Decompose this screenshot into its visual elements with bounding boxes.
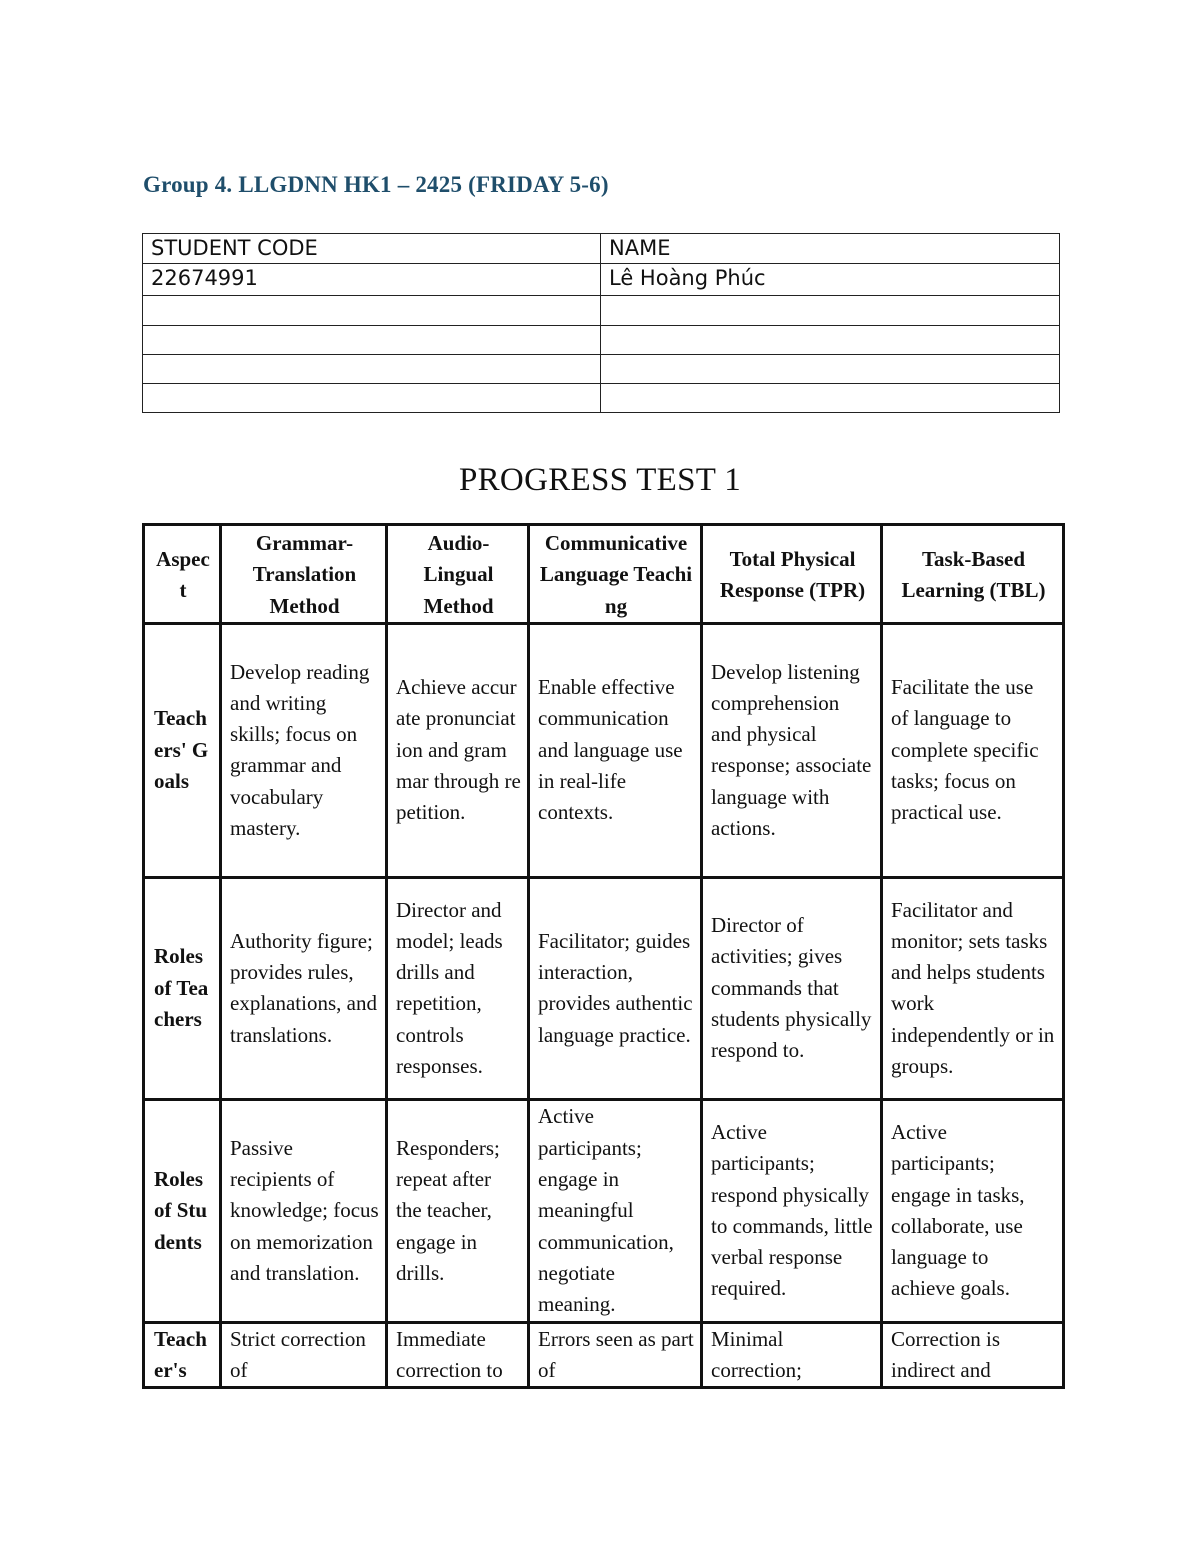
method-cell: Facilitator and monitor; sets tasks and helps students work independently or in groups. (882, 877, 1064, 1099)
tpr-header: Total Physical Response (TPR) (702, 525, 882, 624)
method-cell: Develop reading and writing skills; focus on grammar and vocabulary mastery. (221, 623, 387, 877)
student-name-header: NAME (601, 234, 1060, 264)
aspect-label: Roles of Students (144, 1099, 221, 1322)
methods-header-row (144, 525, 1064, 624)
student-table (142, 233, 1060, 413)
teachers-correction-row (144, 1322, 1064, 1388)
aspect-label: Teacher's (144, 1322, 221, 1388)
methods-comparison-table (142, 523, 1065, 1389)
student-row (143, 264, 1060, 296)
student-row (143, 384, 1060, 413)
student-table-header (143, 234, 1060, 264)
tbl-header: Task-Based Learning (TBL) (882, 525, 1064, 624)
method-cell: Correction is indirect and (882, 1322, 1064, 1388)
student-code-cell (143, 384, 601, 413)
student-code-cell (143, 296, 601, 326)
student-row (143, 296, 1060, 326)
progress-test-title: PROGRESS TEST 1 (458, 462, 742, 498)
method-cell: Active participants; respond physically to commands, little verbal response required. (702, 1099, 882, 1322)
method-cell: Passive recipients of knowledge; focus on memorization and translation. (221, 1099, 387, 1322)
method-cell: Facilitate the use of language to complete specific tasks; focus on practical use. (882, 623, 1064, 877)
method-cell: Develop listening comprehension and physical response; associate language with actions. (702, 623, 882, 877)
method-cell: Errors seen as part of (529, 1322, 702, 1388)
method-cell: Director and model; leads drills and repetition, controls responses. (387, 877, 529, 1099)
group-title: Group 4. LLGDNN HK1 – 2425 (FRIDAY 5-6) (143, 172, 609, 197)
audio-lingual-header: Audio-Lingual Method (387, 525, 529, 624)
method-cell: Director of activities; gives commands that students physically respond to. (702, 877, 882, 1099)
student-name-cell (601, 384, 1060, 413)
student-code-cell: 22674991 (143, 264, 601, 296)
method-cell: Active participants; engage in tasks, collaborate, use language to achieve goals. (882, 1099, 1064, 1322)
student-row (143, 355, 1060, 384)
roles-of-students-row (144, 1099, 1064, 1322)
teachers-goals-row (144, 623, 1064, 877)
method-cell: Facilitator; guides interaction, provides authentic language practice. (529, 877, 702, 1099)
method-cell: Enable effective communication and language use in real-life contexts. (529, 623, 702, 877)
student-row (143, 326, 1060, 355)
method-cell: Strict correction of (221, 1322, 387, 1388)
student-code-cell (143, 355, 601, 384)
method-cell: Minimal correction; (702, 1322, 882, 1388)
method-cell: Responders; repeat after the teacher, engage in drills. (387, 1099, 529, 1322)
student-name-cell (601, 296, 1060, 326)
student-code-cell (143, 326, 601, 355)
student-name-cell: Lê Hoàng Phúc (601, 264, 1060, 296)
method-cell: Achieve accurate pronunciation and grammar through repetition. (387, 623, 529, 877)
student-name-cell (601, 326, 1060, 355)
method-cell: Active participants; engage in meaningful communication, negotiate meaning. (529, 1099, 702, 1322)
aspect-label: Teachers' Goals (144, 623, 221, 877)
roles-of-teachers-row (144, 877, 1064, 1099)
student-name-cell (601, 355, 1060, 384)
aspect-header: Aspect (144, 525, 221, 624)
grammar-translation-header: Grammar-Translation Method (221, 525, 387, 624)
method-cell: Immediate correction to (387, 1322, 529, 1388)
method-cell: Authority figure; provides rules, explanations, and translations. (221, 877, 387, 1099)
student-code-header: STUDENT CODE (143, 234, 601, 264)
aspect-label: Roles of Teachers (144, 877, 221, 1099)
communicative-header: Communicative Language Teaching (529, 525, 702, 624)
